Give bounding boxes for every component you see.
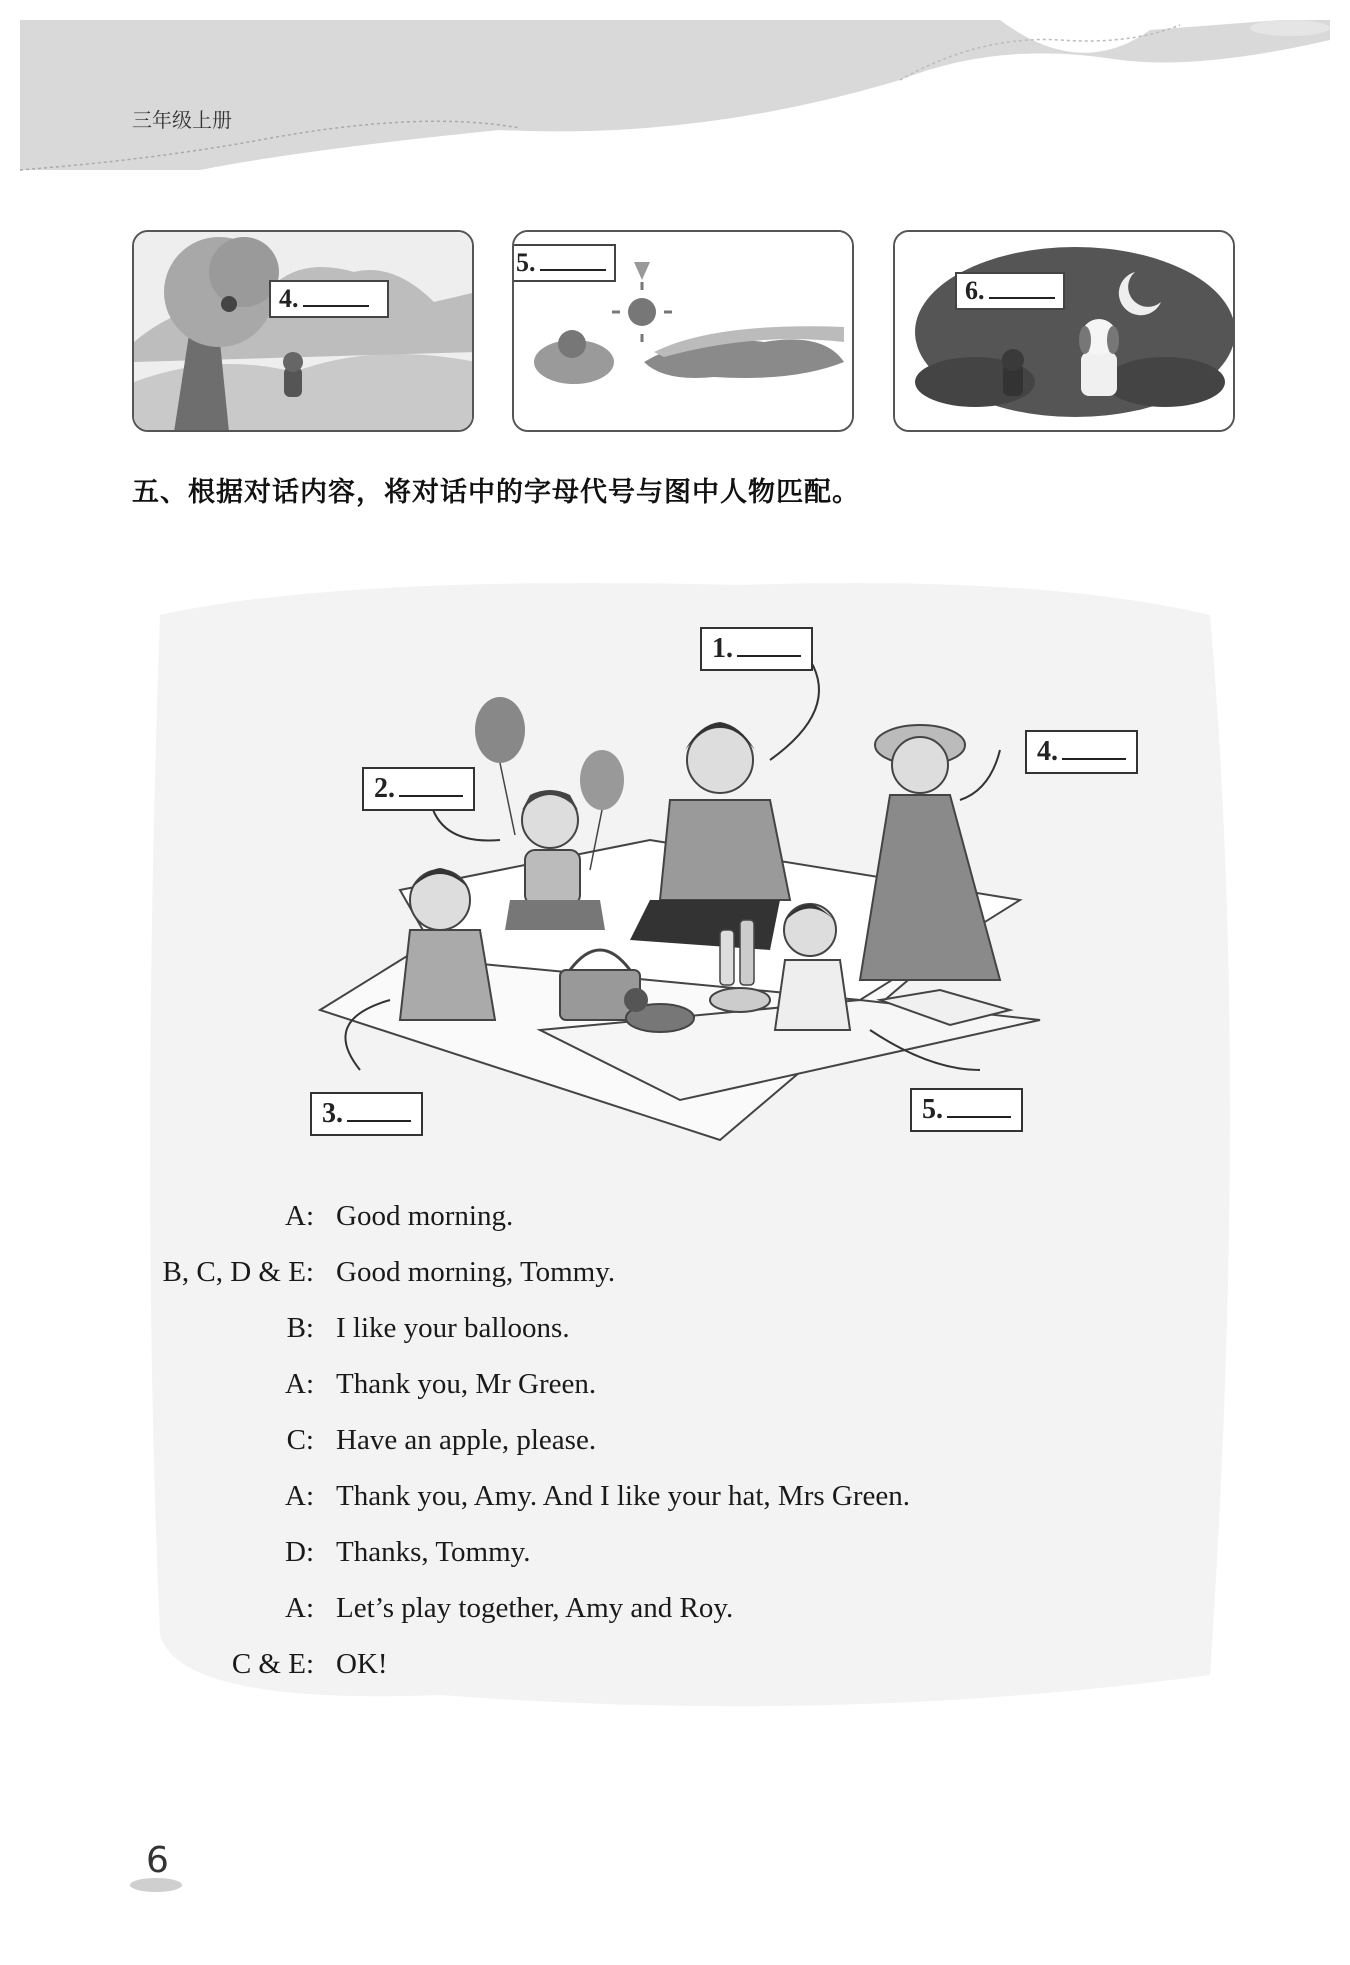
dialogue-line xyxy=(140,1592,1040,1632)
dialogue-speaker: A: xyxy=(285,1200,314,1232)
picnic-answer-box-4[interactable] xyxy=(1025,730,1138,774)
answer-blank-5[interactable] xyxy=(540,249,606,271)
dialogue-speaker: D: xyxy=(285,1536,314,1568)
dialogue-line xyxy=(140,1424,1040,1464)
dialogue-line xyxy=(140,1200,1040,1240)
answer-bubble-4[interactable] xyxy=(269,280,389,318)
dialogue-text: Have an apple, please. xyxy=(336,1424,597,1456)
picnic-blank-3[interactable] xyxy=(347,1100,411,1122)
section-5-title: 五、根据对话内容，将对话中的字母代号与图中人物匹配。 xyxy=(132,477,860,508)
dialogue-line xyxy=(140,1256,1040,1296)
picnic-number-3: 3. xyxy=(322,1098,343,1129)
panel-6-night-scene xyxy=(893,230,1235,432)
panel-4-tree-scene xyxy=(132,230,474,432)
picnic-blank-1[interactable] xyxy=(737,635,801,657)
answer-number-5: 5. xyxy=(516,248,536,277)
picnic-number-4: 4. xyxy=(1037,736,1058,767)
answer-number-6: 6. xyxy=(965,276,985,305)
picnic-number-2: 2. xyxy=(374,773,395,804)
dialogue-line xyxy=(140,1480,1040,1520)
dialogue-speaker: A: xyxy=(285,1368,314,1400)
picnic-blank-5[interactable] xyxy=(947,1096,1011,1118)
dialogue-text: Good morning. xyxy=(336,1200,514,1232)
picnic-answer-box-5[interactable] xyxy=(910,1088,1023,1132)
dialogue-line xyxy=(140,1536,1040,1576)
dialogue-line xyxy=(140,1648,1040,1688)
dialogue-text: I like your balloons. xyxy=(336,1312,570,1344)
header-cloud-band xyxy=(0,0,1350,190)
dialogue-speaker: A: xyxy=(285,1480,314,1512)
answer-number-4: 4. xyxy=(279,284,299,313)
page-number: 6 xyxy=(146,1840,169,1881)
answer-bubble-6[interactable] xyxy=(955,272,1065,310)
picnic-number-5: 5. xyxy=(922,1094,943,1125)
dialogue-speaker: C & E: xyxy=(231,1648,314,1680)
picnic-blank-2[interactable] xyxy=(399,775,463,797)
dialogue-text: Thank you, Amy. And I like your hat, Mrs Green. xyxy=(336,1480,910,1512)
dialogue-speaker: A: xyxy=(285,1592,314,1624)
answer-blank-6[interactable] xyxy=(989,277,1055,299)
dialogue-speaker: C: xyxy=(286,1424,314,1456)
picnic-blank-4[interactable] xyxy=(1062,738,1126,760)
dialogue-text: OK! xyxy=(336,1648,388,1680)
picnic-answer-box-2[interactable] xyxy=(362,767,475,811)
dialogue-speaker: B: xyxy=(286,1312,314,1344)
dialogue-speaker: B, C, D & E: xyxy=(162,1256,314,1288)
panel-5-crocodile-scene xyxy=(512,230,854,432)
dialogue-text: Thanks, Tommy. xyxy=(336,1536,531,1568)
picnic-number-1: 1. xyxy=(712,633,733,664)
answer-blank-4[interactable] xyxy=(303,285,369,307)
grade-label: 三年级上册 xyxy=(132,108,232,132)
dialogue-line xyxy=(140,1368,1040,1408)
dialogue-line xyxy=(140,1312,1040,1352)
dialogue-text: Let’s play together, Amy and Roy. xyxy=(336,1592,734,1624)
picnic-answer-box-3[interactable] xyxy=(310,1092,423,1136)
dialogue-text: Thank you, Mr Green. xyxy=(336,1368,597,1400)
picnic-answer-box-1[interactable] xyxy=(700,627,813,671)
answer-bubble-5[interactable] xyxy=(512,244,616,282)
tree-monkey-illustration xyxy=(134,232,474,432)
dialogue-text: Good morning, Tommy. xyxy=(336,1256,616,1288)
night-moon-dog-illustration xyxy=(895,232,1235,432)
